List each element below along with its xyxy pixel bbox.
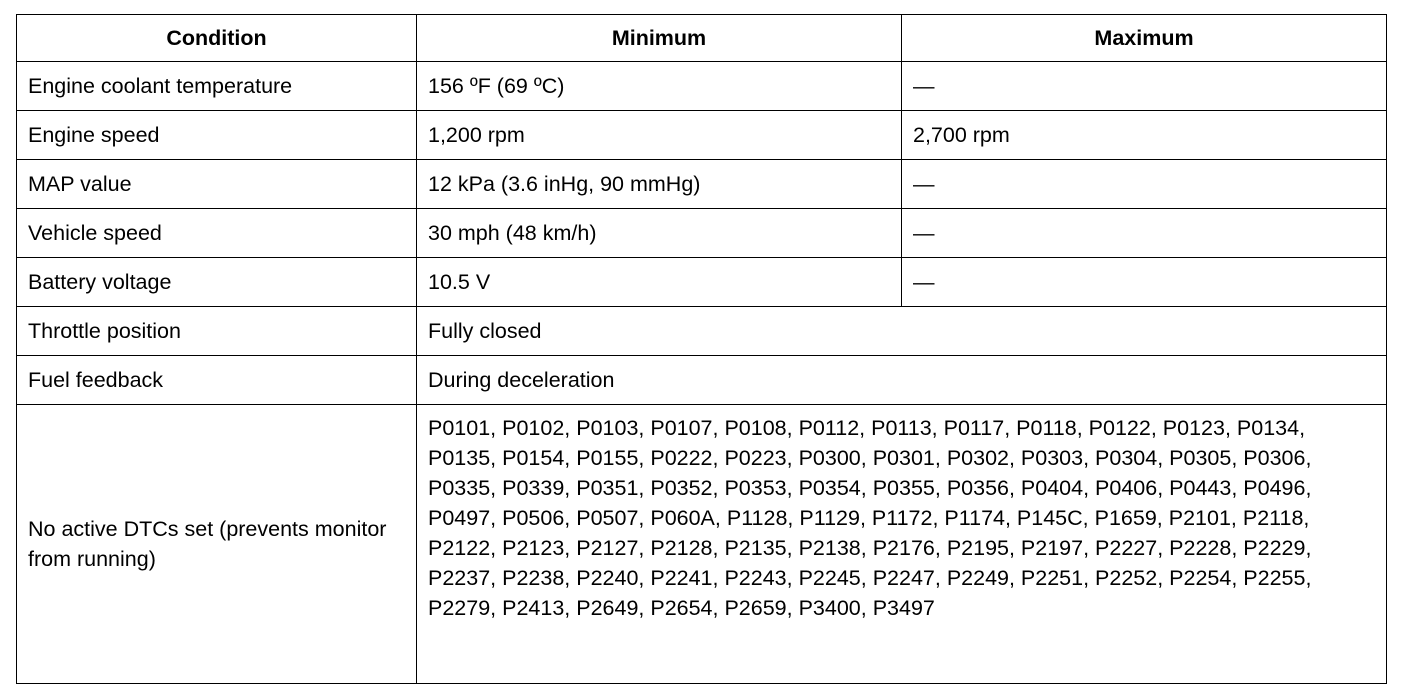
maximum-cell: — (902, 209, 1387, 258)
maximum-cell: — (902, 258, 1387, 307)
maximum-cell: — (902, 160, 1387, 209)
header-condition: Condition (17, 15, 417, 62)
table-row (17, 160, 1387, 209)
table-row (17, 405, 1387, 684)
value-cell: Fully closed (417, 307, 1387, 356)
condition-cell: Engine coolant temperature (17, 62, 417, 111)
condition-cell: Engine speed (17, 111, 417, 160)
table-row (17, 258, 1387, 307)
condition-cell: No active DTCs set (prevents monitor from running) (17, 405, 417, 684)
condition-cell: Fuel feedback (17, 356, 417, 405)
header-minimum: Minimum (417, 15, 902, 62)
table-row (17, 111, 1387, 160)
minimum-cell: 30 mph (48 km/h) (417, 209, 902, 258)
minimum-cell: 10.5 V (417, 258, 902, 307)
condition-cell: MAP value (17, 160, 417, 209)
minimum-cell: 12 kPa (3.6 inHg, 90 mmHg) (417, 160, 902, 209)
value-cell: During deceleration (417, 356, 1387, 405)
table-row (17, 62, 1387, 111)
minimum-cell: 156 ºF (69 ºC) (417, 62, 902, 111)
condition-cell: Throttle position (17, 307, 417, 356)
table-row (17, 209, 1387, 258)
condition-cell: Battery voltage (17, 258, 417, 307)
maximum-cell: — (902, 62, 1387, 111)
maximum-cell: 2,700 rpm (902, 111, 1387, 160)
table-row (17, 307, 1387, 356)
table-row (17, 356, 1387, 405)
minimum-cell: 1,200 rpm (417, 111, 902, 160)
conditions-table (16, 14, 1387, 684)
header-row (17, 15, 1387, 62)
header-maximum: Maximum (902, 15, 1387, 62)
condition-cell: Vehicle speed (17, 209, 417, 258)
dtc-list-cell: P0101, P0102, P0103, P0107, P0108, P0112, P0113, P0117, P0118, P0122, P0123, P0134, P0135, P0154, P0155, P0222, P0223, P0300, P0301, P0302, P0303, P0304, P0305, P0306, P0335, P0339, P0351, P0352, P0353, P0354, P0355, P0356, P0404, P0406, P0443, P0496, P0497, P0506, P0507, P060A, P1128, P1129, P1172, P1174, P145C, P1659, P2101, P2118, P2122, P2123, P2127, P2128, P2135, P2138, P2176, P2195, P2197, P2227, P2228, P2229, P2237, P2238, P2240, P2241, P2243, P2245, P2247, P2249, P2251, P2252, P2254, P2255, P2279, P2413, P2649, P2654, P2659, P3400, P3497 (417, 405, 1387, 684)
